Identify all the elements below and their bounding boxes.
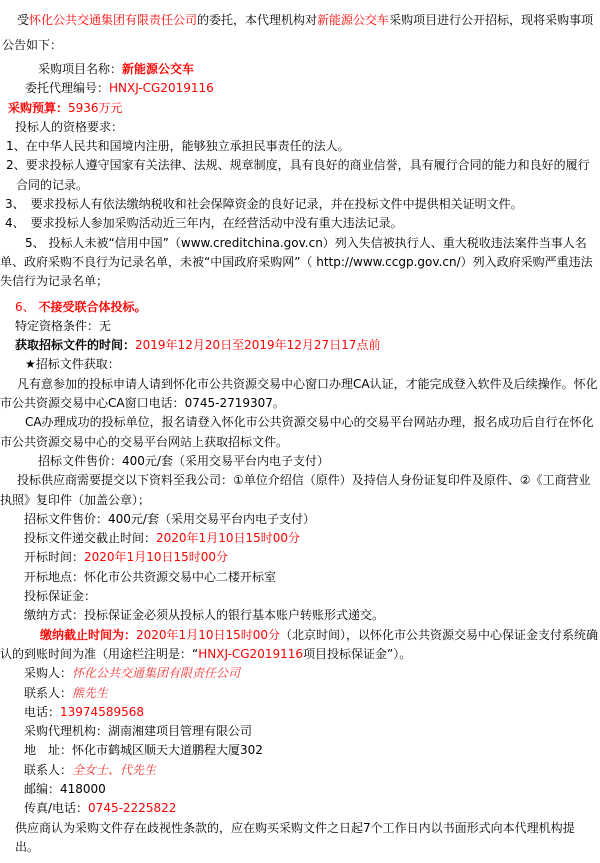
paragraph-purchaser-contact — [0, 684, 598, 703]
highlighted-text-run: 怀化公共交通集团有限责任公司 — [72, 666, 241, 681]
paragraph-bid-opening-time — [0, 548, 598, 567]
highlighted-text-run: 2020年1月10日15时00分 — [136, 627, 280, 642]
text-run: 受 — [17, 13, 30, 27]
text-run: 开标时间： — [24, 550, 85, 565]
highlighted-text-run: 采购预算： — [8, 100, 69, 115]
paragraph-requirement-3 — [0, 195, 598, 214]
highlighted-text-run: 全女士、代先生 — [72, 762, 157, 777]
text-run: 邮编：418000 — [24, 781, 106, 796]
paragraph-ca-certification — [0, 375, 598, 414]
highlighted-text-run: 怀化公共交通集团有限责任公司 — [29, 13, 198, 27]
text-run: 5、 投标人未被“信用中国”（www.creditchina.gov.cn）列入失信被执行人、重大税收违法案件当事人名单、政府采购不良行为记录名单，未被“中国政府采购网”（ http://www.ccgp.gov.cn/）列入政府采购严重违法失信行为记录名单； — [0, 235, 593, 289]
highlighted-text-run: 13974589568 — [60, 704, 144, 719]
text-run: 招标文件售价：400元/套（采用交易平台内电子支付） — [24, 511, 315, 526]
text-run: 获取招标文件的时间： — [15, 338, 136, 353]
text-run: 传真/电话： — [24, 801, 89, 816]
paragraph-requirement-4 — [0, 214, 598, 233]
paragraph-requirement-2 — [0, 156, 598, 195]
paragraph-bid-opening-place — [0, 568, 598, 587]
paragraph-agency-contact — [0, 761, 598, 780]
highlighted-text-run: 新能源公交车 — [122, 62, 195, 76]
text-run: 联系人： — [24, 685, 73, 700]
highlighted-text-run: 2020年1月10日15时00分 — [156, 531, 300, 546]
paragraph-agency-ref-number — [0, 79, 598, 98]
paragraph-special-qualification — [0, 317, 598, 336]
text-run: 供应商认为采购文件存在歧视性条款的，应在购买采购文件之日起7个工作日内以书面形式向本代理机构提出。 — [15, 820, 575, 854]
paragraph-budget — [0, 99, 598, 118]
paragraph-agency-fax-phone — [0, 799, 598, 818]
paragraph-agency-name — [0, 722, 598, 741]
text-run: 项目投标保证金”）。 — [303, 646, 412, 661]
text-run: 4、 要求投标人参加采购活动近三年内，在经营活动中没有重大违法记录。 — [5, 216, 403, 231]
highlighted-text-run: 熊先生 — [72, 685, 109, 700]
paragraph-document-obtain-time — [0, 336, 598, 355]
text-run: 特定资格条件：无 — [15, 318, 112, 333]
highlighted-text-run: 2019年12月20日至2019年12月27日17点前 — [135, 338, 381, 353]
paragraph-footer-note — [0, 819, 598, 858]
text-run: （北京时间），以怀化市公共资源交易中心保证金支付系统确认的到账时间为准（用途栏注明是：“ — [0, 627, 599, 661]
text-run: 电话： — [24, 704, 61, 719]
highlighted-text-run: 新能源公交车 — [317, 13, 390, 27]
highlighted-text-run: 5936万元 — [68, 100, 123, 115]
text-run: 投标保证金： — [24, 589, 97, 604]
text-run: 采购项目名称： — [38, 62, 123, 76]
text-run: 1、在中华人民共和国境内注册，能够独立承担民事责任的法人。 — [6, 139, 350, 154]
paragraph-project-name — [0, 60, 598, 79]
highlighted-text-run: 0745-2225822 — [88, 801, 177, 816]
text-run: 3、 要求投标人有依法缴纳税收和社会保障资金的良好记录，并在投标文件中提供相关证明文件。 — [5, 197, 523, 212]
text-run: 委托代理编号： — [25, 81, 110, 96]
text-run: 采购人： — [24, 666, 73, 681]
text-run: 联系人： — [24, 762, 73, 777]
paragraph-purchaser — [0, 664, 598, 683]
paragraph-payment-method — [0, 606, 598, 625]
text-run: 采购项目进行公开招标，现将采购事项公告如下： — [2, 13, 594, 52]
paragraph-intro — [0, 8, 598, 58]
text-run: 采购代理机构：湖南湘建项目管理有限公司 — [24, 724, 253, 739]
text-run: 招标文件售价：400元/套（采用交易平台内电子支付） — [38, 453, 329, 468]
paragraph-supplier-materials — [0, 471, 598, 510]
paragraph-bid-bond — [0, 587, 598, 606]
highlighted-text-run: HNXJ-CG2019116 — [198, 646, 304, 661]
text-run: 的委托，本代理机构对 — [197, 13, 318, 27]
text-run: 投标供应商需要提交以下资料至我公司：①单位介绍信（原件）及持信人身份证复印件及原件、②《工商营业执照》复印件（加盖公章）； — [0, 473, 591, 507]
text-run: 缴纳方式：投标保证金必须从投标人的银行基本账户转账形式递交。 — [24, 608, 385, 623]
highlighted-text-run: 6、 — [15, 299, 39, 314]
paragraph-requirement-5 — [0, 234, 598, 292]
paragraph-purchaser-phone — [0, 703, 598, 722]
text-run: 地 址：怀化市鹤城区顺天大道鹏程大厦302 — [24, 743, 263, 758]
paragraph-requirement-6 — [0, 298, 598, 317]
paragraph-qualification-title — [0, 118, 598, 137]
highlighted-text-run: HNXJ-CG2019116 — [109, 81, 214, 96]
paragraph-agency-address — [0, 741, 598, 760]
paragraph-payment-deadline — [0, 626, 598, 665]
highlighted-text-run: 缴纳截止时间为： — [40, 627, 137, 642]
paragraph-document-price-2 — [0, 510, 598, 529]
paragraph-agency-zipcode — [0, 780, 598, 799]
paragraph-document-obtain-title — [0, 355, 598, 374]
highlighted-text-run: 不接受联合体投标。 — [38, 299, 147, 314]
text-run: 2、要求投标人遵守国家有关法律、法规、规章制度，具有良好的商业信誉，具有履行合同的能力和良好的履行合同的记录。 — [6, 158, 590, 192]
text-run: ★招标文件获取： — [25, 357, 120, 372]
text-run: 凡有意参加的投标申请人请到怀化市公共资源交易中心窗口办理CA认证，才能完成登入软件及后续操作。怀化市公共资源交易中心CA窗口电话：0745-2719307。 — [0, 376, 598, 411]
paragraph-requirement-1 — [0, 137, 598, 156]
paragraph-bid-submission-deadline — [0, 529, 598, 548]
paragraph-ca-success — [0, 413, 598, 452]
text-run: 开标地点：怀化市公共资源交易中心二楼开标室 — [24, 569, 277, 584]
paragraph-document-price-1 — [0, 452, 598, 471]
text-run: 投标文件递交截止时间： — [24, 531, 157, 546]
highlighted-text-run: 2020年1月10日15时00分 — [84, 550, 228, 565]
text-run: 投标人的资格要求： — [15, 119, 124, 134]
text-run: CA办理成功的投标单位，报名请登入怀化市公共资源交易中心的交易平台网站办理，报名成功后自行在怀化市公共资源交易中心的交易平台网站上获取招标文件。 — [0, 415, 594, 449]
